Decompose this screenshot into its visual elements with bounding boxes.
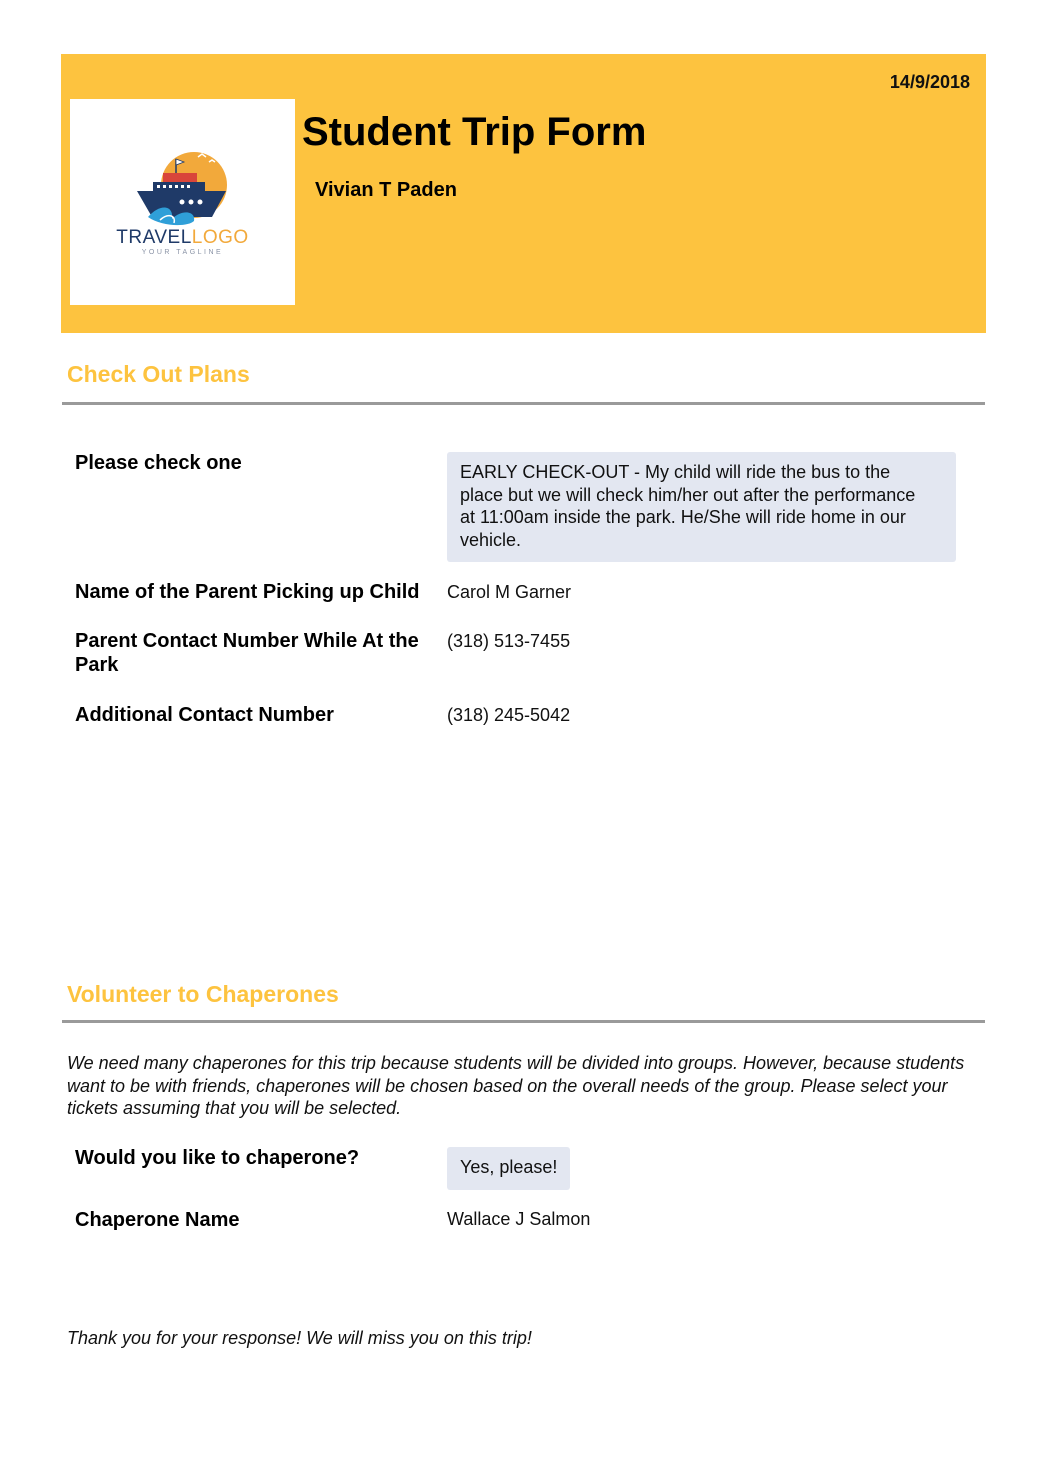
student-name: Vivian T Paden xyxy=(315,179,457,201)
parent-contact-value: (318) 513-7455 xyxy=(447,631,571,651)
section-divider xyxy=(62,1020,985,1023)
logo-tagline: YOUR TAGLINE xyxy=(141,249,224,256)
section-divider xyxy=(62,402,985,405)
chaperone-name-value: Wallace J Salmon xyxy=(447,1209,591,1229)
travel-logo xyxy=(70,99,295,305)
parent-name-label: Name of the Parent Picking up Child xyxy=(75,581,420,603)
please-check-value: EARLY CHECK-OUT - My child will ride the bus to the place but we will check him/her out after the performance at 11:00am inside the park. He/She will ride home in our vehicle. xyxy=(447,452,956,562)
parent-contact-label: Parent Contact Number While At the Park xyxy=(75,630,419,676)
header-banner xyxy=(61,54,986,333)
chaperone-question-value: Yes, please! xyxy=(447,1147,570,1190)
page-title: Student Trip Form xyxy=(302,110,647,154)
please-check-label: Please check one xyxy=(75,452,242,474)
thank-you-message: Thank you for your response! We will miss you on this trip! xyxy=(67,1328,532,1348)
chaperone-question-label: Would you like to chaperone? xyxy=(75,1147,360,1169)
cruise-ship-logo-icon xyxy=(70,99,295,305)
chaperone-name-label: Chaperone Name xyxy=(75,1209,240,1231)
volunteer-intro: We need many chaperones for this trip because students will be divided into groups. However, because students want to be with friends, chaperones will be chosen based on the overall needs of the group. Please select your tickets assuming that you will be selected. xyxy=(67,1053,965,1118)
section-title-volunteer: Volunteer to Chaperones xyxy=(67,981,339,1007)
logo-wordmark: TRAVELLOGO xyxy=(116,227,249,248)
additional-contact-label: Additional Contact Number xyxy=(75,704,334,726)
section-title-check-out-plans: Check Out Plans xyxy=(67,361,250,387)
additional-contact-value: (318) 245-5042 xyxy=(447,705,571,725)
parent-name-value: Carol M Garner xyxy=(447,582,572,602)
form-date: 14/9/2018 xyxy=(889,72,970,92)
